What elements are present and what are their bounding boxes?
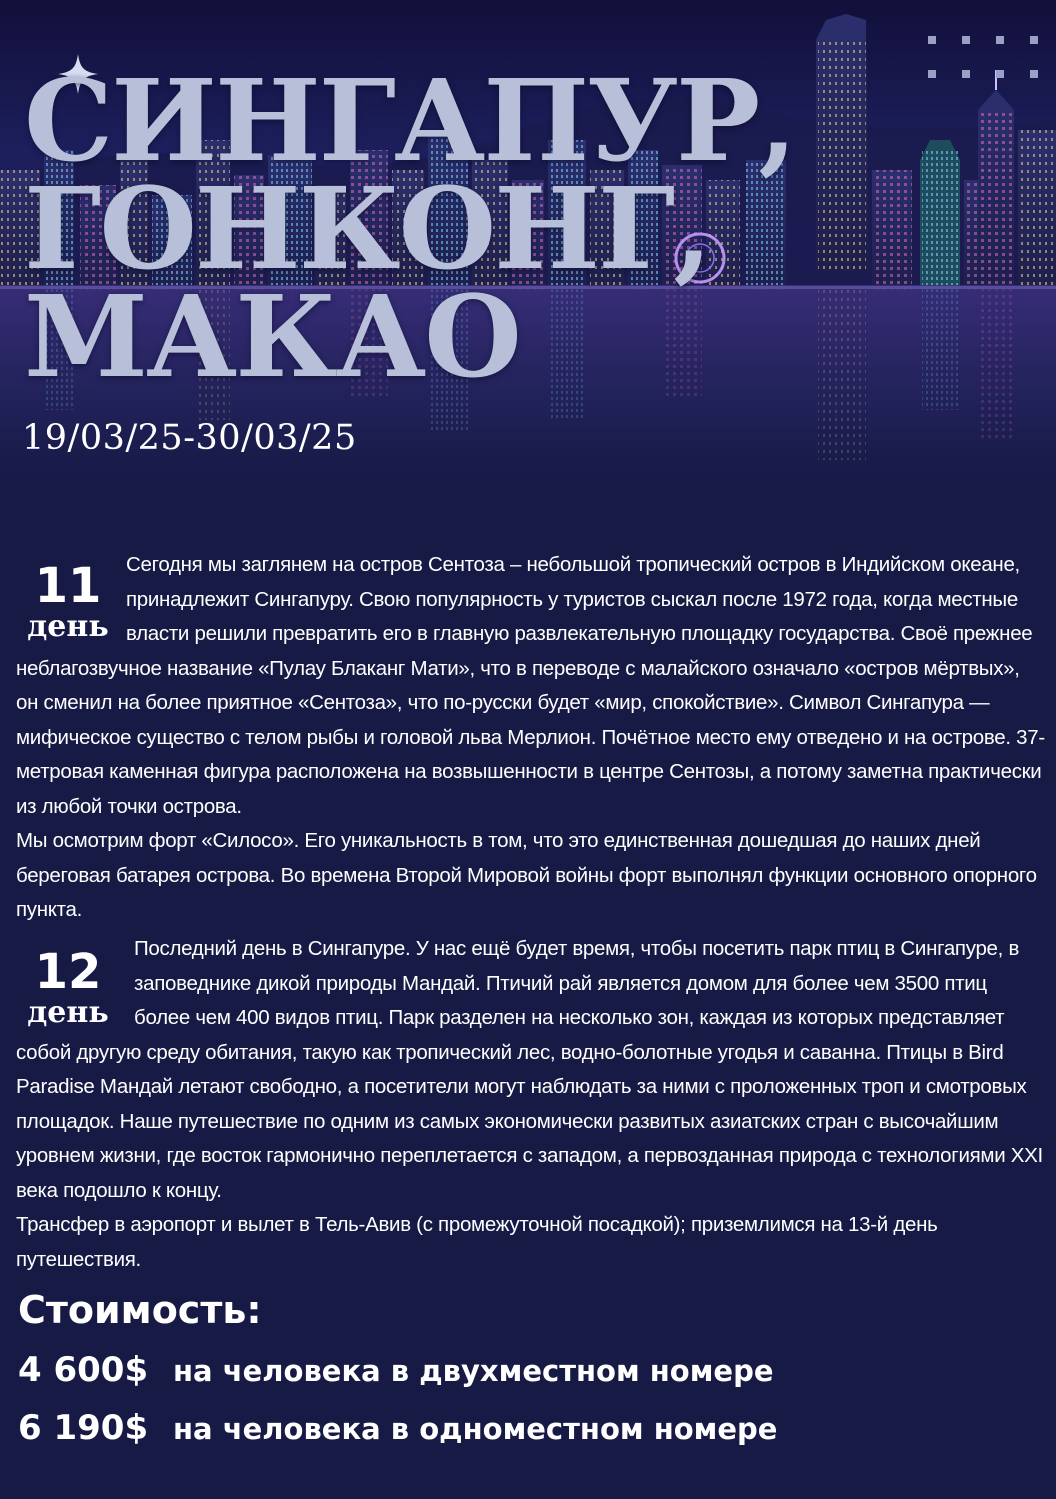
hero-banner xyxy=(0,0,1056,500)
price-description: на человека в двухместном номере xyxy=(173,1354,774,1388)
price-description: на человека в одноместном номере xyxy=(173,1412,778,1446)
day-number: 12 xyxy=(34,944,102,1000)
title-line: ГОНКОНГ, xyxy=(24,164,711,295)
title-line: МАКАО xyxy=(24,272,520,403)
day-label: день xyxy=(27,609,109,644)
pricing-heading: Стоимость: xyxy=(18,1288,262,1332)
day-description: Сегодня мы заглянем на остров Сентоза – небольшой тропический остров в Индийском океане, принадлежит Сингапуру. Свою популярность у туристов сыскал после 1972 года, когда местные власти решили превратить его в главную развлекательную площадку государства. Своё прежнее неблагозвучное название «Пулау Блаканг Мати», что в переводе с малайского означало «остров мёртвых», он сменил на более приятное «Сентоза», что по-русски будет «мир, спокойствие». Символ Сингапура — мифическое существо с телом рыбы и головой льва Мерлион. Почётное место ему отведено и на острове. 37-метровая каменная фигура расположена на возвышенности в центре Сентозы, а потому заметна практически из любой точки острова. xyxy=(16,553,1045,818)
day-badge xyxy=(16,558,120,644)
day-section xyxy=(16,548,1046,928)
day-number: 11 xyxy=(34,558,102,614)
day-description-extra: Трансфер в аэропорт и вылет в Тель-Авив (с промежуточной посадкой); приземлимся на 13-й день путешествия. xyxy=(16,1213,938,1271)
tour-dates: 19/03/25-30/03/25 xyxy=(22,418,357,458)
price-row xyxy=(18,1350,774,1400)
page-title xyxy=(24,56,796,403)
day-label: день xyxy=(27,995,109,1030)
price-amount: 4 600$ xyxy=(18,1350,149,1390)
day-badge xyxy=(16,944,120,1030)
day-section xyxy=(16,932,1046,1277)
price-row xyxy=(18,1408,777,1458)
price-amount: 6 190$ xyxy=(18,1408,149,1448)
day-description-extra: Мы осмотрим форт «Силосо». Его уникальность в том, что это единственная дошедшая до наших дней береговая батарея острова. Во времена Второй Мировой войны форт выполнял функции основного опорного пункта. xyxy=(16,829,1037,921)
title-line: СИНГАПУР, xyxy=(24,56,796,187)
day-description: Последний день в Сингапуре. У нас ещё будет время, чтобы посетить парк птиц в Сингапуре, в заповеднике дикой природы Мандай. Птичий рай является домом для более чем 3500 птиц более чем 400 видов птиц. Парк разделен на несколько зон, каждая из которых представляет собой другую среду обитания, такую как тропический лес, водно-болотные угодья и саванна. Птицы в Bird Paradise Мандай летают свободно, а посетители могут наблюдать за ними с проложенных троп и смотровых площадок. Наше путешествие по одним из самых экономически развитых азиатских стран с высочайшим уровнем жизни, где восток гармонично переплетается с западом, а первозданная природа с технологиями XXI века подошло к концу. xyxy=(16,937,1043,1202)
